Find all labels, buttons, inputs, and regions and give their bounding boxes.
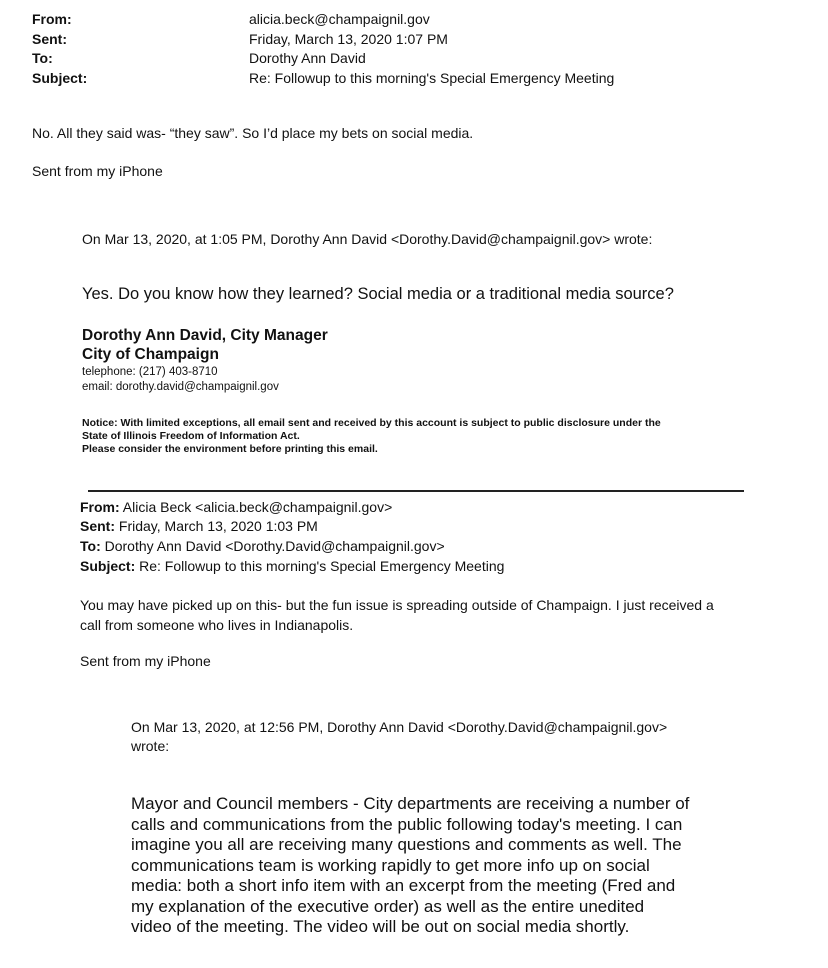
- fwd-to-label: To:: [80, 538, 101, 554]
- signature-org: City of Champaign: [82, 346, 219, 363]
- fwd-body-line-2: call from someone who lives in Indianapolis.: [80, 617, 354, 633]
- fwd-from-line: [80, 499, 392, 515]
- fwd-subject-value: Re: Followup to this morning's Special Emergency Meeting: [139, 558, 505, 574]
- fwd-to-line: [80, 538, 445, 554]
- quote2-body-line: my explanation of the executive order) as well as the entire unedited: [131, 896, 645, 916]
- notice-line-3: Please consider the environment before printing this email.: [82, 443, 378, 455]
- fwd-body-line-1: You may have picked up on this- but the fun issue is spreading outside of Champaign. I just received a: [80, 597, 714, 613]
- fwd-sent-value: Friday, March 13, 2020 1:03 PM: [118, 518, 318, 534]
- to-label: To:: [32, 50, 53, 66]
- notice-line-2: State of Illinois Freedom of Information Act.: [82, 430, 300, 442]
- to-value: Dorothy Ann David: [249, 50, 366, 66]
- quote2-intro-line-2: wrote:: [131, 738, 170, 754]
- quote2-body-line: media: both a short info item with an excerpt from the meeting (Fred and: [131, 876, 676, 895]
- quote2-body-line: imagine you all are receiving many questions and comments as well. The: [131, 835, 682, 854]
- sent-label: Sent:: [32, 31, 67, 47]
- sent-value: Friday, March 13, 2020 1:07 PM: [249, 31, 448, 47]
- reply-body: No. All they said was- “they saw”. So I’d place my bets on social media.: [32, 125, 474, 141]
- from-value: alicia.beck@champaignil.gov: [249, 11, 430, 27]
- subject-value: Re: Followup to this morning's Special Emergency Meeting: [249, 70, 615, 86]
- fwd-sent-line: [80, 518, 318, 534]
- notice-line-1: Notice: With limited exceptions, all email sent and received by this account is subject to public disclosure under the: [82, 417, 661, 429]
- reply-signature: Sent from my iPhone: [32, 163, 163, 179]
- fwd-to-value: Dorothy Ann David <Dorothy.David@champaignil.gov>: [104, 538, 445, 554]
- separator-rule: [88, 490, 744, 492]
- subject-label: Subject:: [32, 70, 88, 86]
- fwd-subject-label: Subject:: [80, 558, 136, 574]
- quote1-body: Yes. Do you know how they learned? Social media or a traditional media source?: [82, 285, 674, 303]
- quote2-body-line: video of the meeting. The video will be out on social media shortly.: [131, 917, 630, 936]
- from-label: From:: [32, 11, 72, 27]
- quote1-intro: On Mar 13, 2020, at 1:05 PM, Dorothy Ann David <Dorothy.David@champaignil.gov> wrote:: [82, 231, 653, 247]
- fwd-signature: Sent from my iPhone: [80, 653, 211, 669]
- fwd-sent-label: Sent:: [80, 518, 115, 534]
- quote2-intro-line-1: On Mar 13, 2020, at 12:56 PM, Dorothy Ann David <Dorothy.David@champaignil.gov>: [131, 719, 668, 735]
- quote2-body: [131, 794, 689, 938]
- fwd-from-label: From:: [80, 499, 120, 515]
- signature-phone: telephone: (217) 403-8710: [82, 366, 218, 378]
- fwd-from-value: Alicia Beck <alicia.beck@champaignil.gov>: [122, 499, 393, 515]
- fwd-subject-line: [80, 558, 504, 574]
- quote2-body-line: communications team is working rapidly to get more info up on social: [131, 855, 650, 875]
- quote2-body-line: calls and communications from the public following today's meeting. I can: [131, 814, 683, 834]
- signature-email: email: dorothy.david@champaignil.gov: [82, 381, 279, 393]
- quote2-body-line: Mayor and Council members - City departments are receiving a number of: [131, 794, 690, 813]
- signature-name: Dorothy Ann David, City Manager: [82, 327, 328, 344]
